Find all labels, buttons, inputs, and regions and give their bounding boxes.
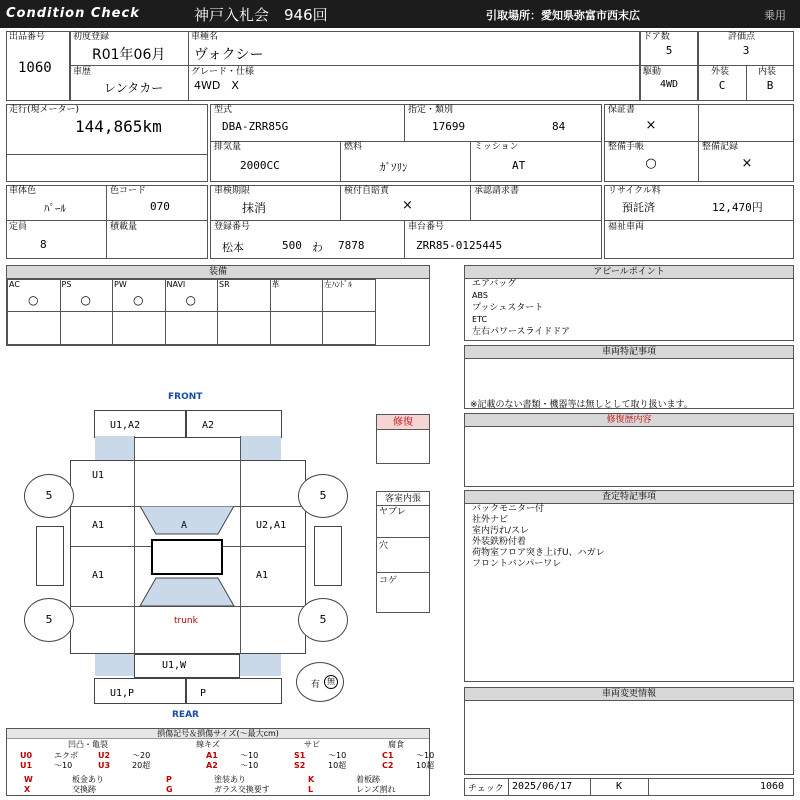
roof-text: A	[181, 520, 188, 531]
check-label: チェック	[468, 784, 504, 794]
displacement-label: 排気量	[214, 142, 242, 152]
legend-desc: 20超	[132, 761, 151, 770]
appeal-list	[472, 278, 570, 338]
maint-record-label: 整備記録	[702, 142, 739, 152]
legend-desc: 10超	[416, 761, 435, 770]
capacity-label: 定員	[9, 222, 28, 232]
liability-value: ×	[402, 198, 413, 213]
equipment-mark-0: ○	[28, 293, 39, 307]
history-value: レンタカー	[104, 81, 164, 95]
equipment-label-1: PS	[61, 280, 72, 289]
inspection-note-line: 室内汚れ/スレ	[472, 526, 530, 536]
tire-rear-right: 5	[298, 598, 348, 642]
equipment-mark-2: ○	[133, 293, 144, 307]
legend-code: U0	[20, 751, 33, 760]
legend-code: U2	[98, 751, 111, 760]
appeal-line: プッシュスタート	[472, 303, 544, 313]
equipment-mark-1: ○	[80, 293, 91, 307]
capacity-value: 8	[40, 238, 47, 251]
equipment-blank-0	[7, 311, 61, 345]
equipment-label-6: 左ﾊﾝﾄﾞﾙ	[324, 280, 352, 289]
lot-label: 出品番号	[9, 32, 46, 42]
warranty-value: ×	[645, 118, 657, 133]
mileage-value: 144,865km	[75, 117, 162, 136]
equipment-label-0: AC	[9, 280, 20, 289]
exterior-value: C	[718, 79, 726, 92]
doors-value: 5	[665, 44, 673, 57]
panel-rear-top	[134, 654, 240, 678]
warranty-label: 保証書	[608, 105, 636, 115]
exterior-label: 外装	[711, 67, 730, 77]
color-label: 車体色	[9, 186, 37, 196]
legend-code: S1	[294, 751, 306, 760]
doors-label: ドア数	[643, 32, 670, 42]
spec-left-b	[6, 185, 208, 259]
inspection-note-line: 荷物室フロア突き上げU、ハガレ	[472, 548, 605, 558]
spare-tire-mark: 無	[324, 675, 338, 689]
appeal-line: 左右パワースライドドア	[472, 327, 571, 337]
check-date: 2025/06/17	[512, 781, 573, 792]
legend-other-code: L	[308, 785, 314, 794]
designation-label: 指定・類別	[408, 105, 454, 115]
approval-label: 承認請求書	[474, 186, 520, 196]
vehicle-notes-text: ※記載のない書類・機器等は無しとして取り扱います。	[470, 400, 693, 410]
legend-code: U1	[20, 761, 33, 770]
legend-other-desc: レンズ割れ	[356, 785, 396, 794]
legend-desc: エクボ	[54, 751, 78, 760]
legend-other-code: X	[24, 785, 31, 794]
inspection-note-line: バックモニター付	[472, 504, 545, 514]
equipment-label-3: NAVI	[166, 280, 186, 289]
legend-desc: 〜10	[416, 751, 435, 760]
equipment-blank-3	[165, 311, 219, 345]
inspection-note-line: 社外ナビ	[472, 515, 509, 525]
load-label: 積載量	[110, 222, 138, 232]
panel-front-right	[186, 410, 282, 438]
left-rear-text: A1	[92, 570, 105, 581]
legend-desc: 〜10	[328, 751, 347, 760]
legend-header-rust: サビ	[304, 740, 320, 749]
cabin-item-burn: コゲ	[379, 576, 398, 586]
transmission-value: AT	[512, 159, 526, 172]
legend-other-code: W	[24, 775, 33, 784]
legend-code: U3	[98, 761, 111, 770]
legend-other-desc: 塗装あり	[214, 775, 246, 784]
recycle-status: 預託済	[622, 201, 655, 214]
rear-top-text: U1,W	[162, 660, 187, 671]
maint-book-label: 整備手帳	[608, 142, 645, 152]
transmission-label: ミッション	[474, 142, 519, 152]
spec-left-a	[6, 104, 208, 182]
trunk-label: trunk	[174, 616, 198, 626]
recycle-amount: 12,470円	[712, 201, 763, 214]
change-info-title: 車両変更情報	[465, 688, 793, 701]
right-mid-text: U2,A1	[256, 520, 287, 531]
panel-rear-left	[94, 678, 186, 704]
model-label: 型式	[214, 105, 233, 115]
legend-desc: 〜10	[54, 761, 73, 770]
auction-name: 神戸入札会 946回	[194, 6, 328, 24]
score-value: 3	[742, 44, 750, 57]
grade-label: グレード・仕様	[191, 67, 255, 77]
legend-header-dent: 凹凸・亀裂	[68, 740, 108, 749]
equipment-blank-1	[60, 311, 114, 345]
equipment-blank-4	[217, 311, 271, 345]
legend-desc: 〜20	[132, 751, 151, 760]
fuel-label: 燃料	[344, 142, 363, 152]
first-reg-value: R01年06月	[92, 47, 166, 63]
inspection-notes-title: 査定特記事項	[465, 491, 793, 504]
legend-desc: 〜10	[240, 761, 259, 770]
legend-desc: 10超	[328, 761, 347, 770]
history-label: 車歴	[73, 67, 92, 77]
spec-mid-b	[210, 185, 602, 259]
fuel-value: ｶﾞｿﾘﾝ	[380, 161, 408, 174]
repair-title: 修復歴内容	[465, 414, 793, 427]
legend-other-desc: 着板跡	[356, 775, 380, 784]
score-label: 評価点	[728, 32, 756, 42]
legend-other-desc: 板金あり	[72, 775, 104, 784]
designation-value-2: 84	[552, 120, 566, 133]
equipment-title: 装備	[7, 266, 429, 279]
rear-right-text: P	[200, 688, 207, 699]
interior-label: 内装	[758, 67, 777, 77]
tire-front-left: 5	[24, 474, 74, 518]
designation-value-1: 17699	[432, 120, 466, 133]
color-code-label: 色コード	[110, 186, 147, 196]
drive-label: 駆動	[643, 67, 662, 77]
equipment-label-2: PW	[114, 280, 127, 289]
color-value: ﾊﾟｰﾙ	[44, 202, 66, 215]
plate-class: 500	[282, 239, 302, 252]
inspection-note-line: 外装鉄粉付着	[472, 537, 527, 547]
left-front-text: U1	[92, 470, 105, 481]
inspection-value: 抹消	[242, 201, 267, 215]
color-code-value: 070	[150, 200, 170, 213]
vehicle-notes-title: 車両特記事項	[465, 346, 793, 359]
check-inspector: K	[616, 781, 623, 792]
equipment-blank-2	[112, 311, 166, 345]
inspection-notes-list	[472, 504, 605, 570]
panel-side-left	[36, 526, 64, 586]
drive-value: 4WD	[659, 79, 679, 90]
left-mid-text: A1	[92, 520, 105, 531]
plate-number: 7878	[338, 239, 365, 252]
rear-label: REAR	[172, 710, 199, 720]
appeal-title: アピールポイント	[465, 266, 793, 279]
legend-other-desc: 交換跡	[72, 785, 96, 794]
car-name-label: 車種名	[191, 32, 219, 42]
legend-desc: 〜10	[240, 751, 259, 760]
recycle-label: リサイクル料	[608, 186, 661, 196]
chassis-value: ZRR85-0125445	[416, 239, 503, 252]
mileage-label: 走行(現メーター)	[9, 105, 80, 115]
model-value: DBA-ZRR85G	[222, 120, 289, 133]
chassis-label: 車台番号	[408, 222, 445, 232]
cabin-title: 客室内張	[377, 492, 429, 506]
first-reg-label: 初度登録	[73, 32, 110, 42]
equipment-label-5: 革	[271, 280, 280, 289]
plate-kana: わ	[312, 241, 323, 254]
legend-code: C1	[382, 751, 394, 760]
appeal-line: ETC	[472, 315, 488, 324]
panel-front-right-text: A2	[202, 420, 215, 431]
legend-other-code: P	[166, 775, 172, 784]
lot-value: 1060	[18, 60, 52, 76]
right-rear-text: A1	[256, 570, 269, 581]
plate-area: 松本	[222, 241, 244, 254]
legend-header-corrosion: 腐食	[388, 740, 404, 749]
vehicle-category: 乗用	[764, 9, 786, 22]
cabin-item-hole: 穴	[379, 541, 389, 551]
maint-record-value: ×	[741, 156, 753, 171]
cabin-item-tear: ヤブレ	[379, 507, 406, 517]
appeal-line: エアバッグ	[472, 279, 517, 289]
legend-other-code: K	[308, 775, 315, 784]
welfare-label: 福祉車両	[608, 222, 645, 232]
inspection-note-line: フロントバンパーワレ	[472, 559, 562, 569]
tire-front-right: 5	[298, 474, 348, 518]
legend-header-scratch: 線キズ	[196, 740, 220, 749]
equipment-blank-5	[270, 311, 324, 345]
car-name-value: ヴォクシー	[194, 47, 264, 63]
grade-value: 4WD X	[194, 79, 239, 92]
equipment-mark-3: ○	[185, 293, 196, 307]
legend-other-code: G	[166, 785, 173, 794]
equipment-blank-6	[322, 311, 376, 345]
header-title: Condition Check	[6, 6, 140, 21]
rear-left-text: U1,P	[110, 688, 135, 699]
plate-label: 登録番号	[214, 222, 251, 232]
maint-book-value: ○	[645, 156, 657, 171]
appeal-line: ABS	[472, 291, 488, 300]
front-label: FRONT	[168, 392, 203, 402]
displacement-value: 2000CC	[240, 159, 280, 172]
legend-code: A2	[206, 761, 218, 770]
legend-code: S2	[294, 761, 306, 770]
interior-value: B	[766, 79, 774, 92]
repair-side-label: 修復	[377, 415, 429, 430]
equipment-label-4: SR	[219, 280, 230, 289]
tire-rear-left: 5	[24, 598, 74, 642]
check-number: 1060	[760, 781, 785, 792]
spare-tire-label: 有	[311, 680, 321, 690]
liability-label: 検付自賠責	[344, 186, 390, 196]
pickup-location: 引取場所：愛知県弥富市西末広	[486, 9, 640, 22]
panel-side-right	[314, 526, 342, 586]
inspection-label: 車検期限	[214, 186, 251, 196]
legend-code: A1	[206, 751, 218, 760]
panel-front-left-text: U1,A2	[110, 420, 141, 431]
legend-code: C2	[382, 761, 394, 770]
legend-title: 損傷記号＆損傷サイズ(〜最大cm)	[7, 729, 429, 739]
legend-other-desc: ガラス交換要す	[214, 785, 270, 794]
